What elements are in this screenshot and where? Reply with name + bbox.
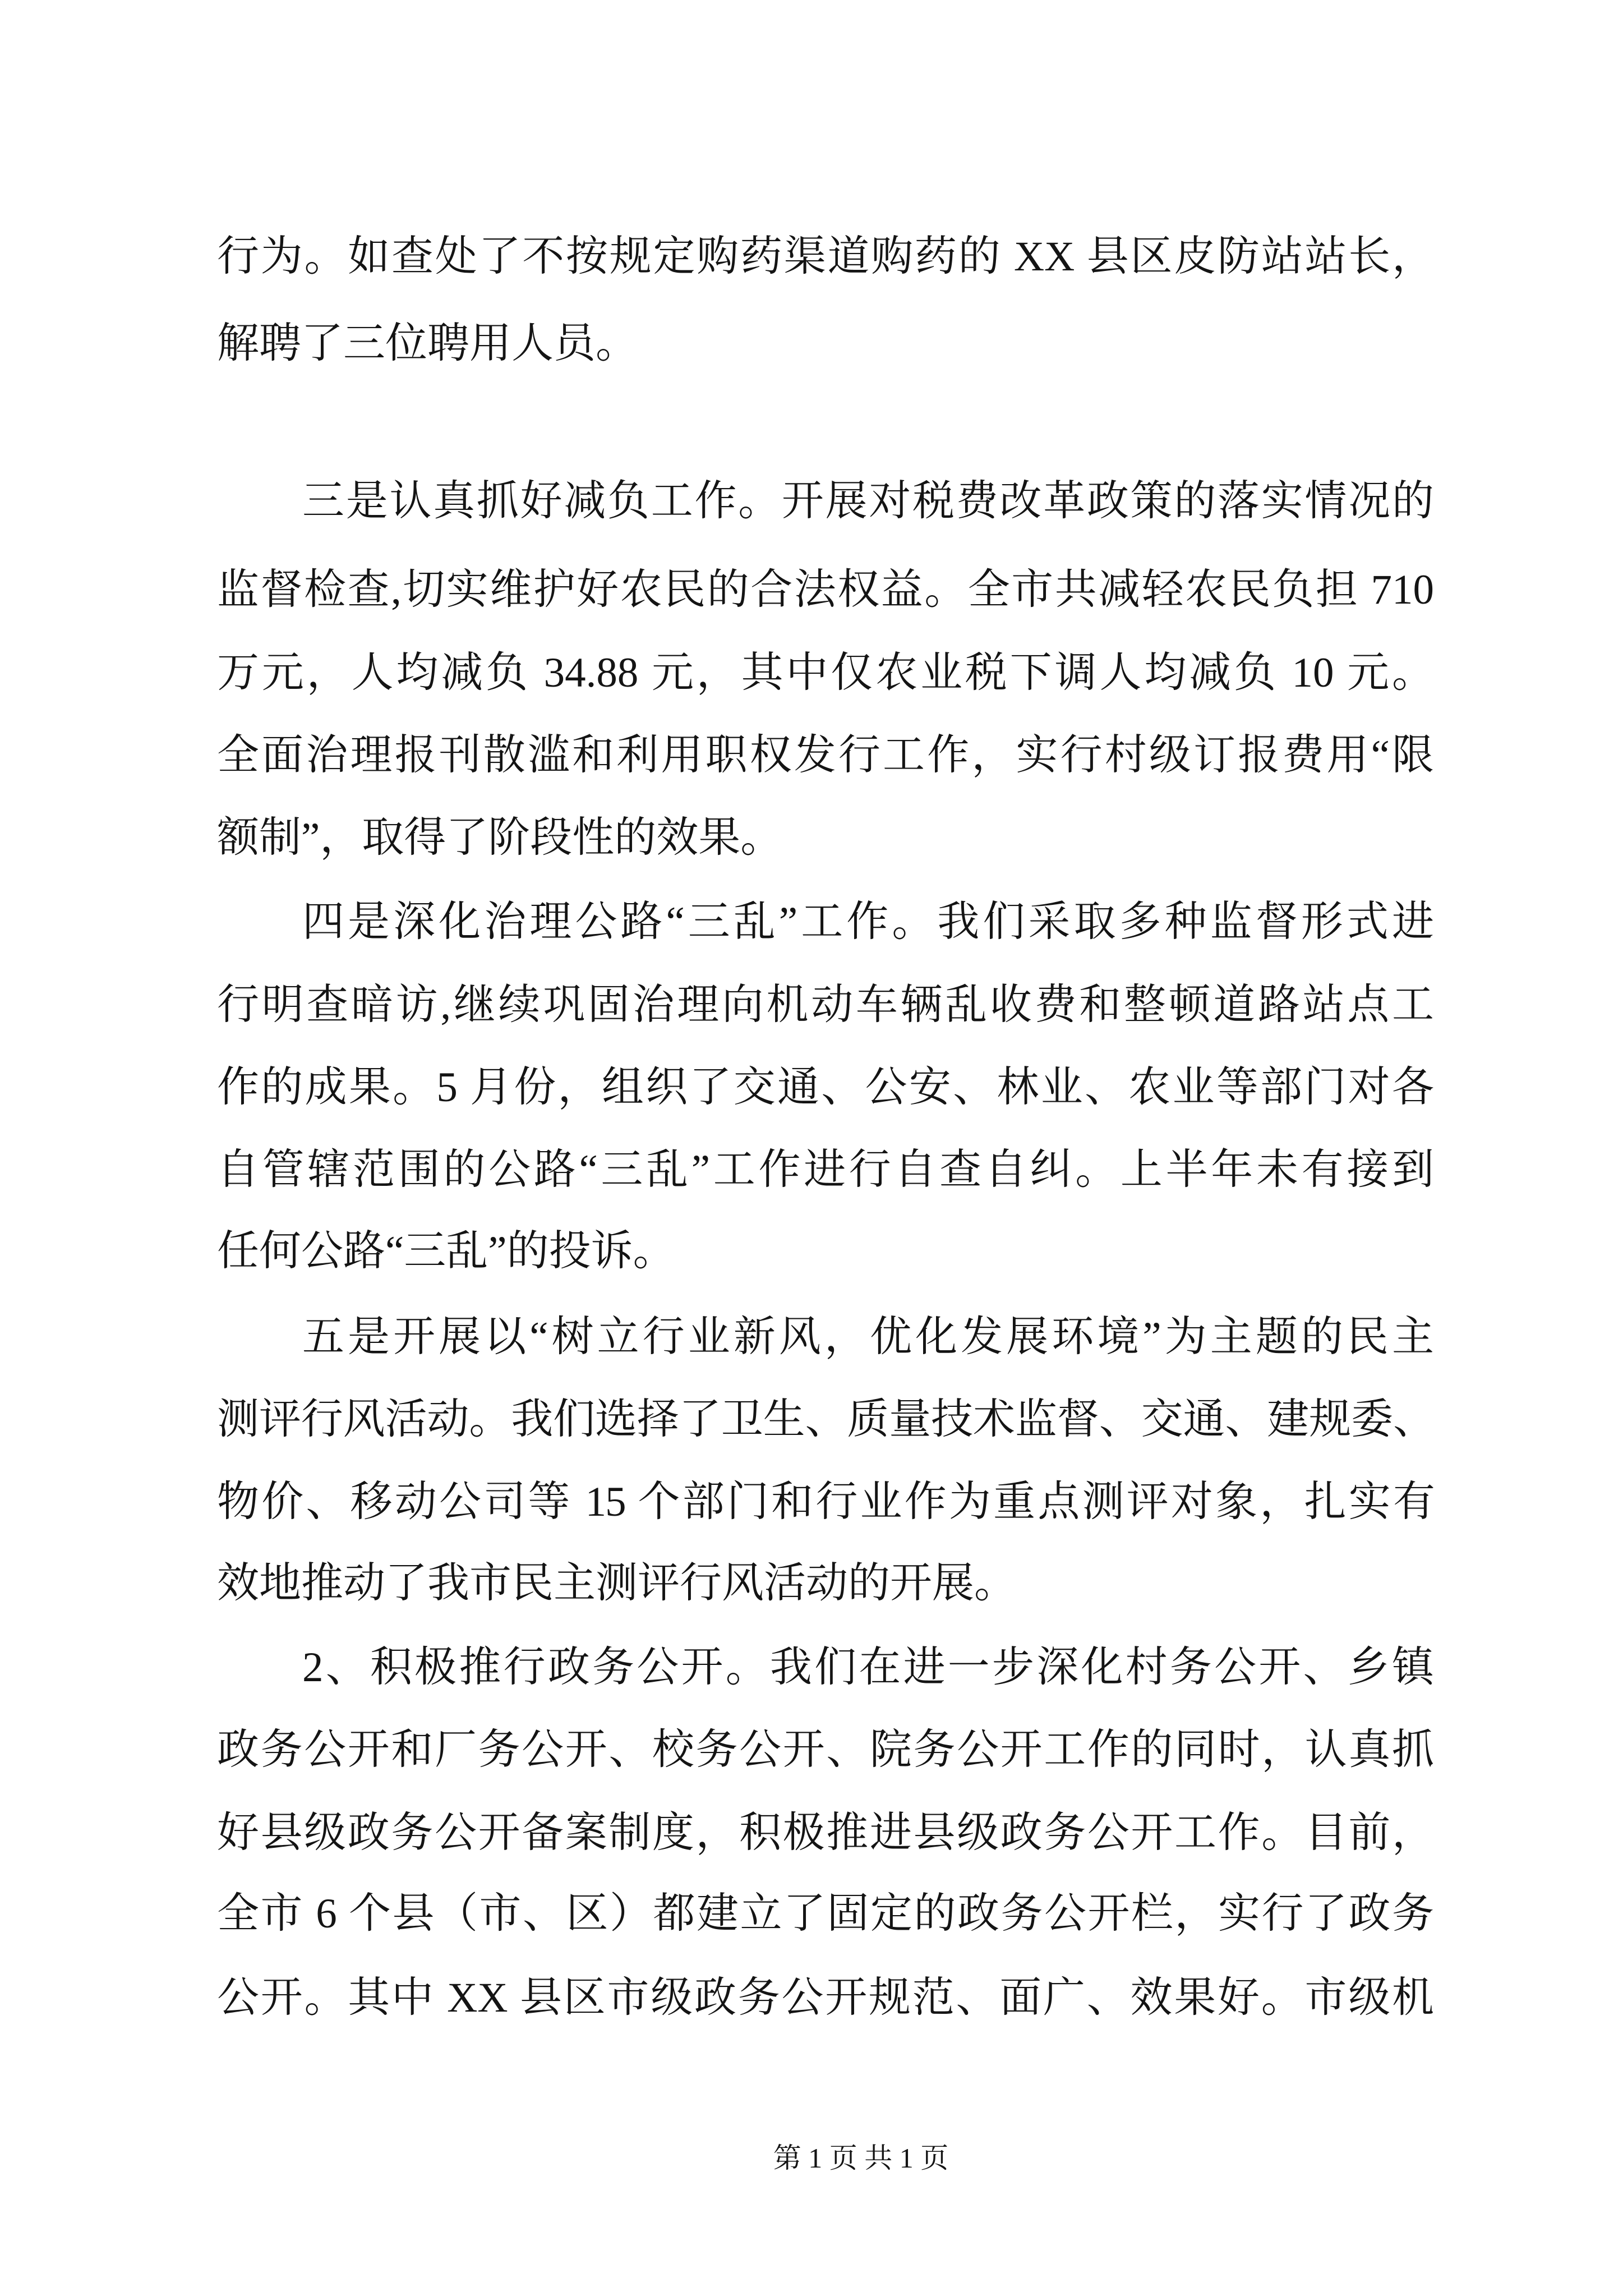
text-line: 政务公开和厂务公开、校务公开、院务公开工作的同时，认真抓: [217, 1727, 1434, 1773]
text-line: 额制”，取得了阶段性的效果。: [217, 815, 783, 861]
text-line: 全市 6 个县（市、区）都建立了固定的政务公开栏，实行了政务: [217, 1890, 1434, 1937]
text-line: 物价、移动公司等 15 个部门和行业作为重点测评对象，扎实有: [217, 1479, 1434, 1525]
text-line: 作的成果。5 月份，组织了交通、公安、林业、农业等部门对各: [217, 1064, 1434, 1111]
text-line: 四是深化治理公路“三乱”工作。我们采取多种监督形式进: [302, 899, 1434, 945]
text-line: 好县级政务公开备案制度，积极推进县级政务公开工作。目前，: [217, 1810, 1434, 1856]
text-line: 2、积极推行政务公开。我们在进一步深化村务公开、乡镇: [302, 1644, 1434, 1691]
text-line: 解聘了三位聘用人员。: [217, 320, 638, 367]
text-line: 监督检查,切实维护好农民的合法权益。全市共减轻农民负担 710: [217, 567, 1434, 613]
text-line: 公开。其中 XX 县区市级政务公开规范、面广、效果好。市级机: [217, 1975, 1434, 2021]
text-line: 三是认真抓好减负工作。开展对税费改革政策的落实情况的: [302, 478, 1434, 524]
page-number-footer: 第 1 页 共 1 页: [773, 2142, 949, 2174]
text-line: 自管辖范围的公路“三乱”工作进行自查自纠。上半年未有接到: [217, 1147, 1434, 1193]
text-line: 行为。如查处了不按规定购药渠道购药的 XX 县区皮防站站长，: [217, 233, 1434, 280]
text-line: 行明查暗访,继续巩固治理向机动车辆乱收费和整顿道路站点工: [217, 982, 1434, 1028]
text-line: 五是开展以“树立行业新风，优化发展环境”为主题的民主: [302, 1314, 1434, 1360]
text-line: 万元，人均减负 34.88 元，其中仅农业税下调人均减负 10 元。: [217, 650, 1434, 696]
text-line: 全面治理报刊散滥和利用职权发行工作，实行村级订报费用“限: [217, 732, 1434, 779]
text-line: 任何公路“三乱”的投诉。: [217, 1228, 675, 1274]
text-line: 测评行风活动。我们选择了卫生、质量技术监督、交通、建规委、: [217, 1396, 1434, 1443]
text-line: 效地推动了我市民主测评行风活动的开展。: [217, 1560, 1017, 1607]
